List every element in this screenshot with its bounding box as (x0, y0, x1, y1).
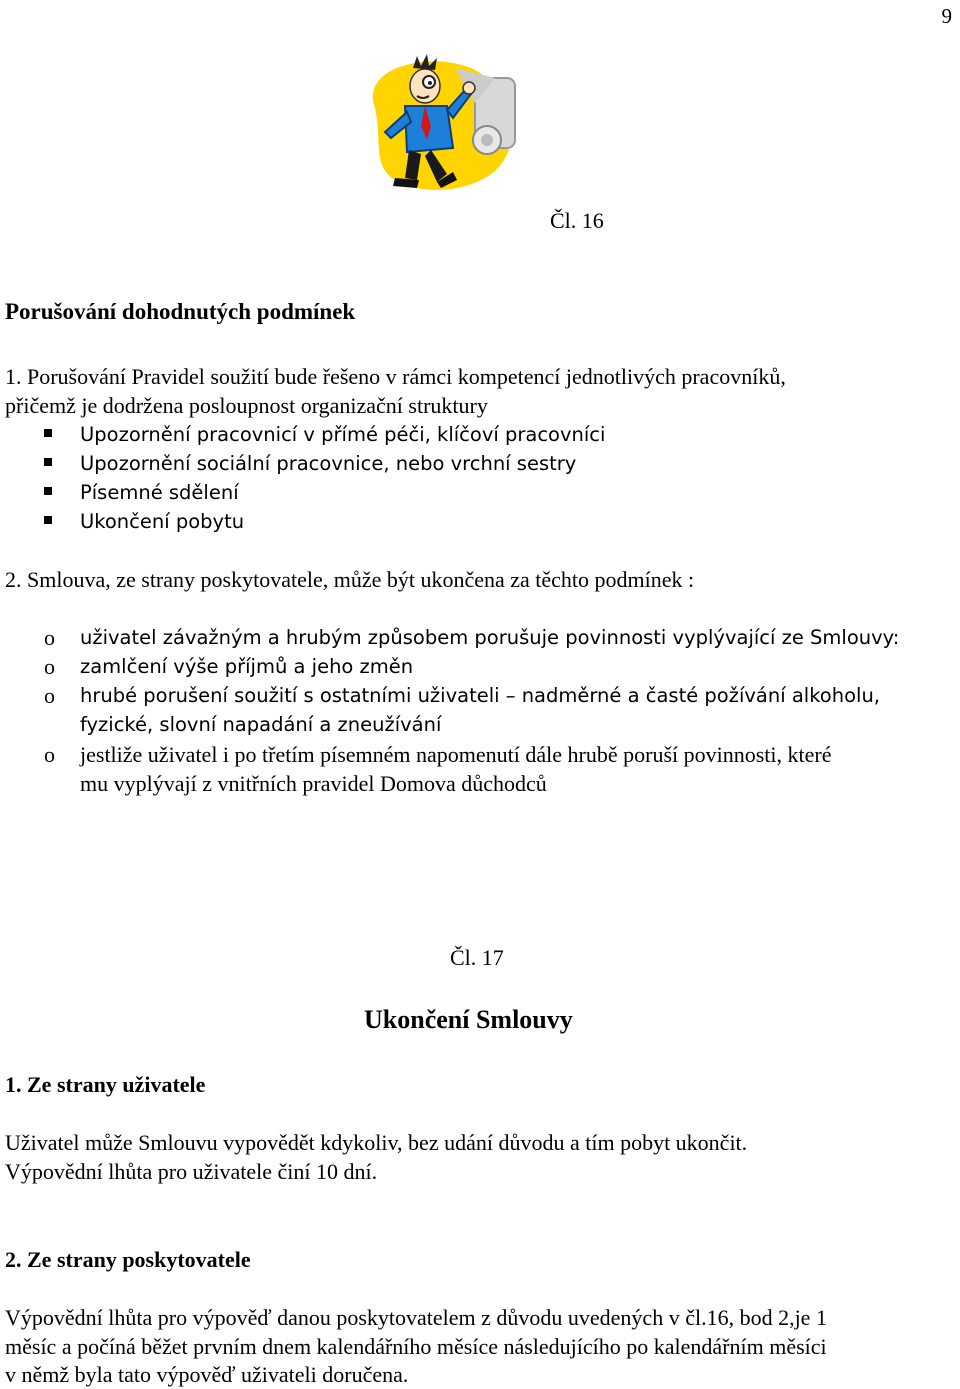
article-16-heading: Porušování dohodnutých podmínek (5, 299, 356, 324)
condition-item-continuation: fyzické, slovní napadání a zneužívání (80, 713, 442, 736)
circle-bullet-icon: o (44, 625, 55, 650)
square-bullet-icon (44, 429, 52, 437)
bullet-item: Ukončení pobytu (80, 510, 245, 533)
circle-bullet-icon: o (44, 742, 55, 767)
section-1-line-2: Výpovědní lhůta pro uživatele činí 10 dní. (5, 1159, 378, 1184)
condition-item-continuation: mu vyplývají z vnitřních pravidel Domova důchodců (80, 771, 547, 796)
businessman-walking-clipart-icon (355, 48, 525, 208)
square-bullet-icon (44, 516, 52, 524)
section-2-line-2: měsíc a počíná běžet prvním dnem kalendářního měsíce následujícího po kalendářním měsíci (5, 1334, 827, 1359)
section-2-heading: 2. Ze strany poskytovatele (5, 1247, 251, 1272)
condition-item: uživatel závažným a hrubým způsobem porušuje povinnosti vyplývající ze Smlouvy: (80, 626, 900, 649)
article-16-label: Čl. 16 (550, 208, 604, 233)
condition-item: zamlčení výše příjmů a jeho změn (80, 655, 414, 678)
section-1-heading: 1. Ze strany uživatele (5, 1072, 206, 1097)
section-2-line-1: Výpovědní lhůta pro výpověď danou poskytovatelem z důvodu uvedených v čl.16, bod 2,je 1 (5, 1305, 827, 1330)
article-17-heading: Ukončení Smlouvy (364, 1005, 573, 1034)
bullet-item: Písemné sdělení (80, 481, 239, 504)
paragraph-1-line-2: přičemž je dodržena posloupnost organizační struktury (5, 393, 488, 418)
square-bullet-icon (44, 487, 52, 495)
circle-bullet-icon: o (44, 654, 55, 679)
bullet-item: Upozornění sociální pracovnice, nebo vrchní sestry (80, 452, 577, 475)
paragraph-1-line-1: 1. Porušování Pravidel soužití bude řešeno v rámci kompetencí jednotlivých pracovníků, (5, 364, 786, 389)
bullet-item: Upozornění pracovnicí v přímé péči, klíčoví pracovníci (80, 423, 606, 446)
square-bullet-icon (44, 458, 52, 466)
circle-bullet-icon: o (44, 683, 55, 708)
condition-item: hrubé porušení soužití s ostatními uživateli – nadměrné a časté požívání alkoholu, (80, 684, 881, 707)
page-number: 9 (941, 4, 952, 28)
article-17-label: Čl. 17 (450, 945, 504, 970)
section-2-line-3: v němž byla tato výpověď uživateli doručena. (5, 1362, 409, 1387)
paragraph-2: 2. Smlouva, ze strany poskytovatele, může být ukončena za těchto podmínek : (5, 567, 695, 592)
condition-item: jestliže uživatel i po třetím písemném napomenutí dále hrubě poruší povinnosti, které (80, 742, 832, 767)
section-1-line-1: Uživatel může Smlouvu vypovědět kdykoliv, bez udání důvodu a tím pobyt ukončit. (5, 1130, 748, 1155)
